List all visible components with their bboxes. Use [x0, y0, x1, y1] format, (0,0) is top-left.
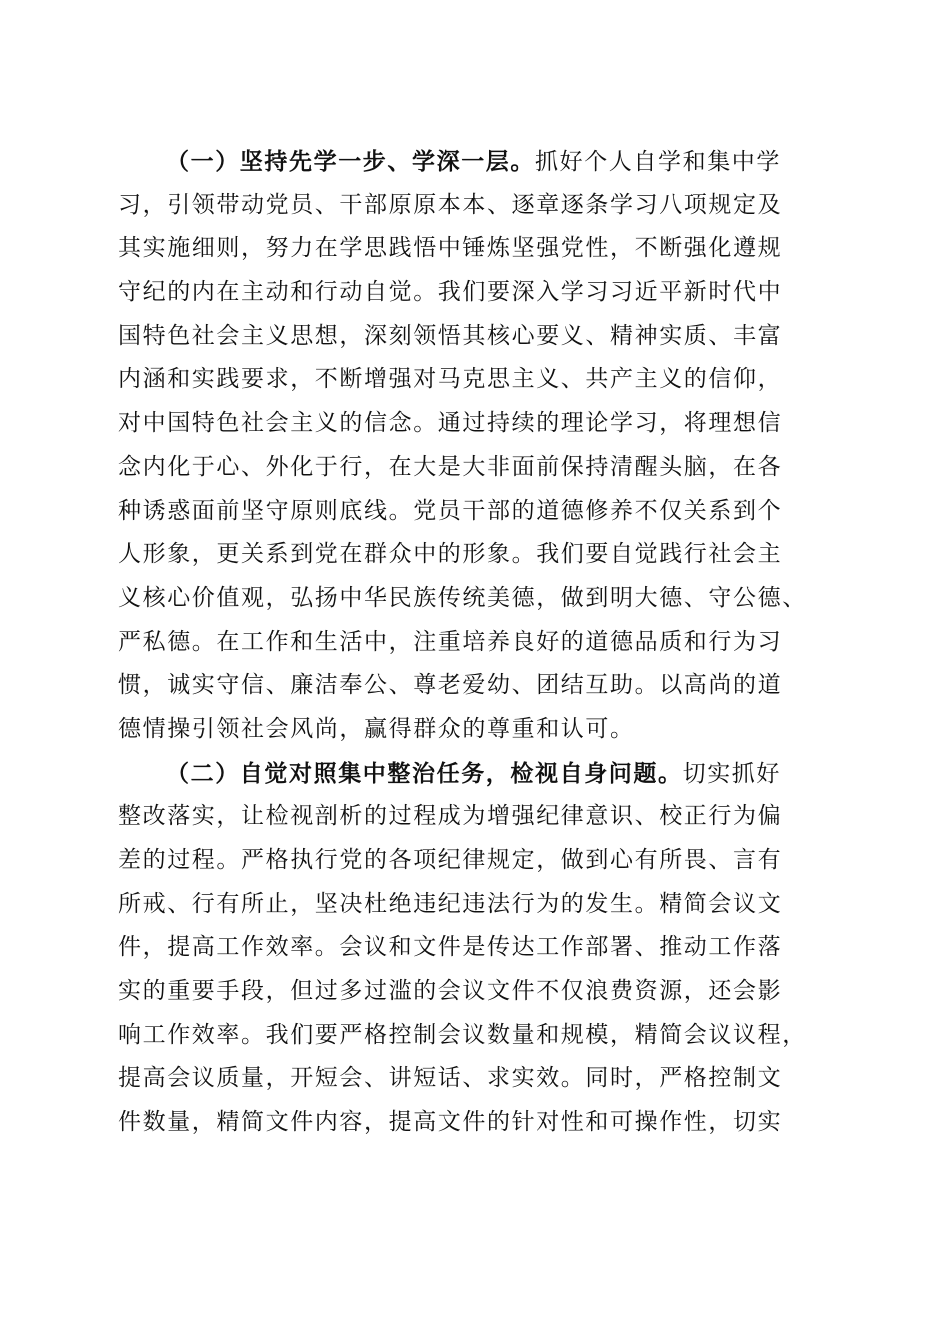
- paragraph-line: 严私德。在工作和生活中，注重培养良好的道德品质和行为习: [118, 628, 783, 655]
- paragraph-line: 种诱惑面前坚守原则底线。党员干部的道德修养不仅关系到个: [118, 497, 783, 524]
- paragraph-line: 所戒、行有所止，坚决杜绝违纪违法行为的发生。精简会议文: [118, 890, 783, 917]
- paragraph-line: 实的重要手段，但过多过滥的会议文件不仅浪费资源，还会影: [118, 978, 783, 1005]
- paragraph-line: 件数量，精简文件内容，提高文件的针对性和可操作性，切实: [118, 1109, 783, 1136]
- paragraph-line: 内涵和实践要求，不断增强对马克思主义、共产主义的信仰，: [118, 366, 783, 393]
- paragraph-line: 守纪的内在主动和行动自觉。我们要深入学习习近平新时代中: [118, 279, 783, 306]
- paragraph-2-first-line-text: 切实抓好: [682, 760, 782, 787]
- paragraph-1-heading: （一）坚持先学一步、学深一层。: [166, 148, 535, 175]
- paragraph-line: 对中国特色社会主义的信念。通过持续的理论学习，将理想信: [118, 410, 783, 437]
- paragraph-line: 件，提高工作效率。会议和文件是传达工作部署、推动工作落: [118, 934, 783, 961]
- paragraph-1: [118, 140, 838, 752]
- paragraph-line: 人形象，更关系到党在群众中的形象。我们要自觉践行社会主: [118, 541, 783, 568]
- paragraph-line: 响工作效率。我们要严格控制会议数量和规模，精简会议议程，: [118, 1021, 807, 1048]
- paragraph-1-first-line: [118, 140, 838, 184]
- paragraph-2-heading: （二）自觉对照集中整治任务，检视自身问题。: [166, 759, 683, 787]
- paragraph-1-first-line-text: 抓好个人自学和集中学: [535, 149, 781, 175]
- paragraph-2-first-line: [118, 752, 838, 796]
- paragraph-line: 德情操引领社会风尚，赢得群众的尊重和认可。: [118, 715, 635, 742]
- paragraph-line: 提高会议质量，开短会、讲短话、求实效。同时，严格控制文: [118, 1065, 783, 1092]
- paragraph-line: 其实施细则，努力在学思践悟中锤炼坚强党性，不断强化遵规: [118, 235, 783, 262]
- paragraph-line: 惯，诚实守信、廉洁奉公、尊老爱幼、团结互助。以高尚的道: [118, 672, 783, 699]
- paragraph-2: [118, 752, 838, 1145]
- paragraph-line: 习，引领带动党员、干部原原本本、逐章逐条学习八项规定及: [118, 191, 783, 218]
- paragraph-line: 差的过程。严格执行党的各项纪律规定，做到心有所畏、言有: [118, 847, 783, 873]
- paragraph-line: 国特色社会主义思想，深刻领悟其核心要义、精神实质、丰富: [118, 322, 783, 349]
- paragraph-line: 念内化于心、外化于行，在大是大非面前保持清醒头脑，在各: [118, 453, 783, 480]
- document-body: [118, 140, 838, 1145]
- paragraph-line: 整改落实，让检视剖析的过程成为增强纪律意识、校正行为偏: [118, 803, 783, 830]
- paragraph-line: 义核心价值观，弘扬中华民族传统美德，做到明大德、守公德、: [118, 584, 807, 611]
